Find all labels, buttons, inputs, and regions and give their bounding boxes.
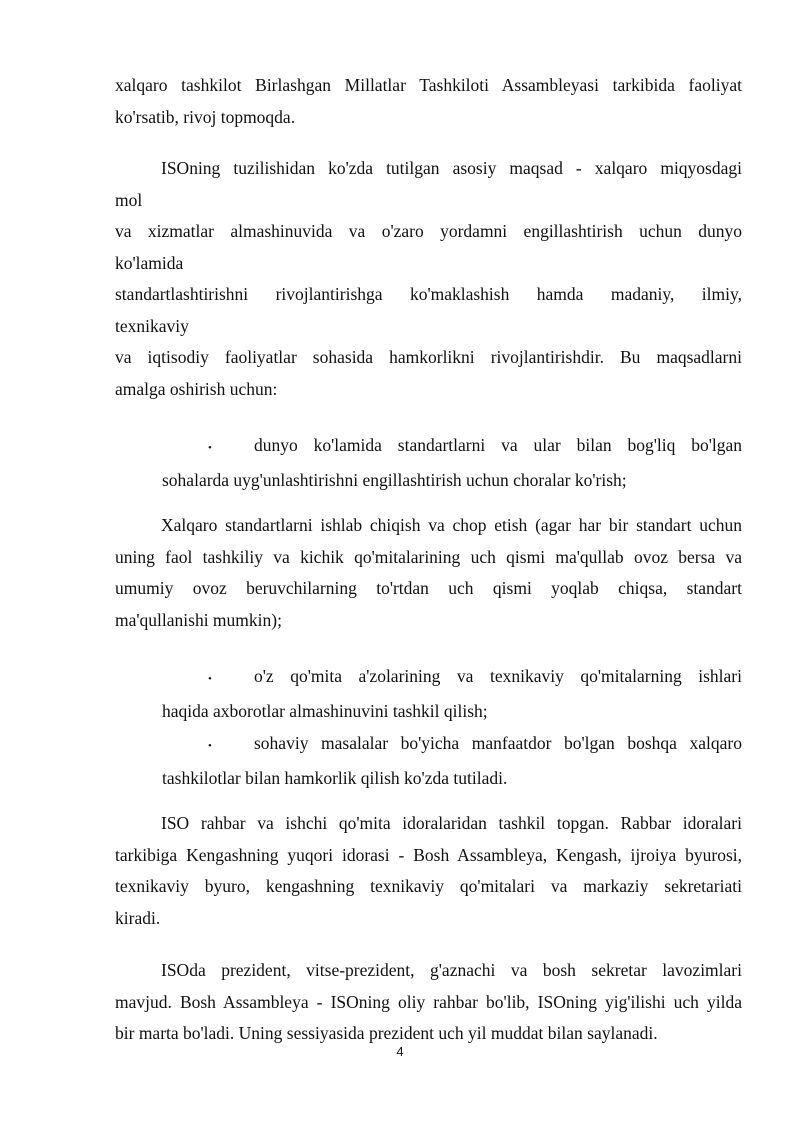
page-number: 4 — [396, 1044, 404, 1059]
text-line: texnikaviy — [115, 315, 189, 336]
paragraph-continuation — [115, 70, 742, 133]
bullet-text: tashkilotlar bilan hamkorlik qilish ko'zda tutiladi. — [162, 767, 508, 788]
bullet-text: sohalarda uyg'unlashtirishni engillashtirish uchun choralar ko'rish; — [162, 469, 627, 490]
text-line: ma'qullanishi mumkin); — [115, 609, 282, 630]
paragraph-structure — [115, 808, 742, 934]
text-line: tarkibiga Kengashning yuqori idorasi - Bosh Assambleya, Kengash, ijroiya byurosi, — [115, 844, 742, 865]
text-line: ko'rsatib, rivoj topmoqda. — [115, 106, 296, 127]
text-line: ISO rahbar va ishchi qo'mita idoralaridan tashkil topgan. Rabbar idoralari — [161, 813, 742, 833]
text-line: umumiy ovoz beruvchilarning to'rtdan uch qismi yoqlab chiqsa, standart — [115, 578, 742, 598]
bullet-text: haqida axborotlar almashinuvini tashkil qilish; — [162, 700, 488, 721]
paragraph-leadership — [115, 955, 742, 1050]
text-line: uning faol tashkiliy va kichik qo'mitalarining uch qismi ma'qullab ovoz bersa va — [115, 546, 742, 567]
text-line: mavjud. Bosh Assambleya - ISOning oliy rahbar bo'lib, ISOning yig'ilishi uch yilda — [115, 991, 742, 1012]
text-line: ISOning tuzilishidan ko'zda tutilgan asosiy maqsad - xalqaro miqyosdagi — [161, 158, 742, 178]
text-line: standartlashtirishni rivojlantirishga ko'maklashish hamda madaniy, ilmiy, — [115, 284, 742, 304]
text-line: ISOda prezident, vitse-prezident, g'aznachi va bosh sekretar lavozimlari — [161, 960, 742, 980]
text-line: xalqaro tashkilot Birlashgan Millatlar Tashkiloti Assambleyasi tarkibida faoliyat — [115, 75, 742, 95]
text-line: va iqtisodiy faoliyatlar sohasida hamkorlikni rivojlantirishdir. Bu maqsadlarni — [115, 347, 742, 367]
bullet-item — [162, 728, 742, 794]
text-line: amalga oshirish uchun: — [115, 378, 278, 399]
text-line: bir marta bo'ladi. Uning sessiyasida prezident uch yil muddat bilan saylanadi. — [115, 1023, 658, 1043]
bullet-text: dunyo ko'lamida standartlarni va ular bilan bog'liq bo'lgan — [254, 435, 742, 455]
bullet-icon: • — [208, 673, 212, 685]
text-line: mol — [115, 189, 143, 210]
text-line: ko'lamida — [115, 252, 184, 273]
bullet-text: sohaviy masalalar bo'yicha manfaatdor bo'lgan boshqa xalqaro — [254, 733, 742, 753]
text-line: Xalqaro standartlarni ishlab chiqish va chop etish (agar har bir standart uchun — [161, 515, 742, 535]
text-line: kiradi. — [115, 907, 161, 928]
text-line: va xizmatlar almashinuvida va o'zaro yordamni engillashtirish uchun dunyo — [115, 221, 742, 241]
paragraph-standards — [115, 510, 742, 636]
bullet-item — [162, 661, 742, 727]
bullet-text: o'z qo'mita a'zolarining va texnikaviy qo'mitalarning ishlari — [254, 666, 742, 686]
text-line: texnikaviy byuro, kengashning texnikaviy qo'mitalari va markaziy sekretariati — [115, 876, 742, 896]
paragraph-iso-purpose — [115, 153, 742, 405]
bullet-icon: • — [208, 740, 212, 752]
bullet-icon: • — [208, 442, 212, 454]
bullet-item — [162, 430, 742, 496]
